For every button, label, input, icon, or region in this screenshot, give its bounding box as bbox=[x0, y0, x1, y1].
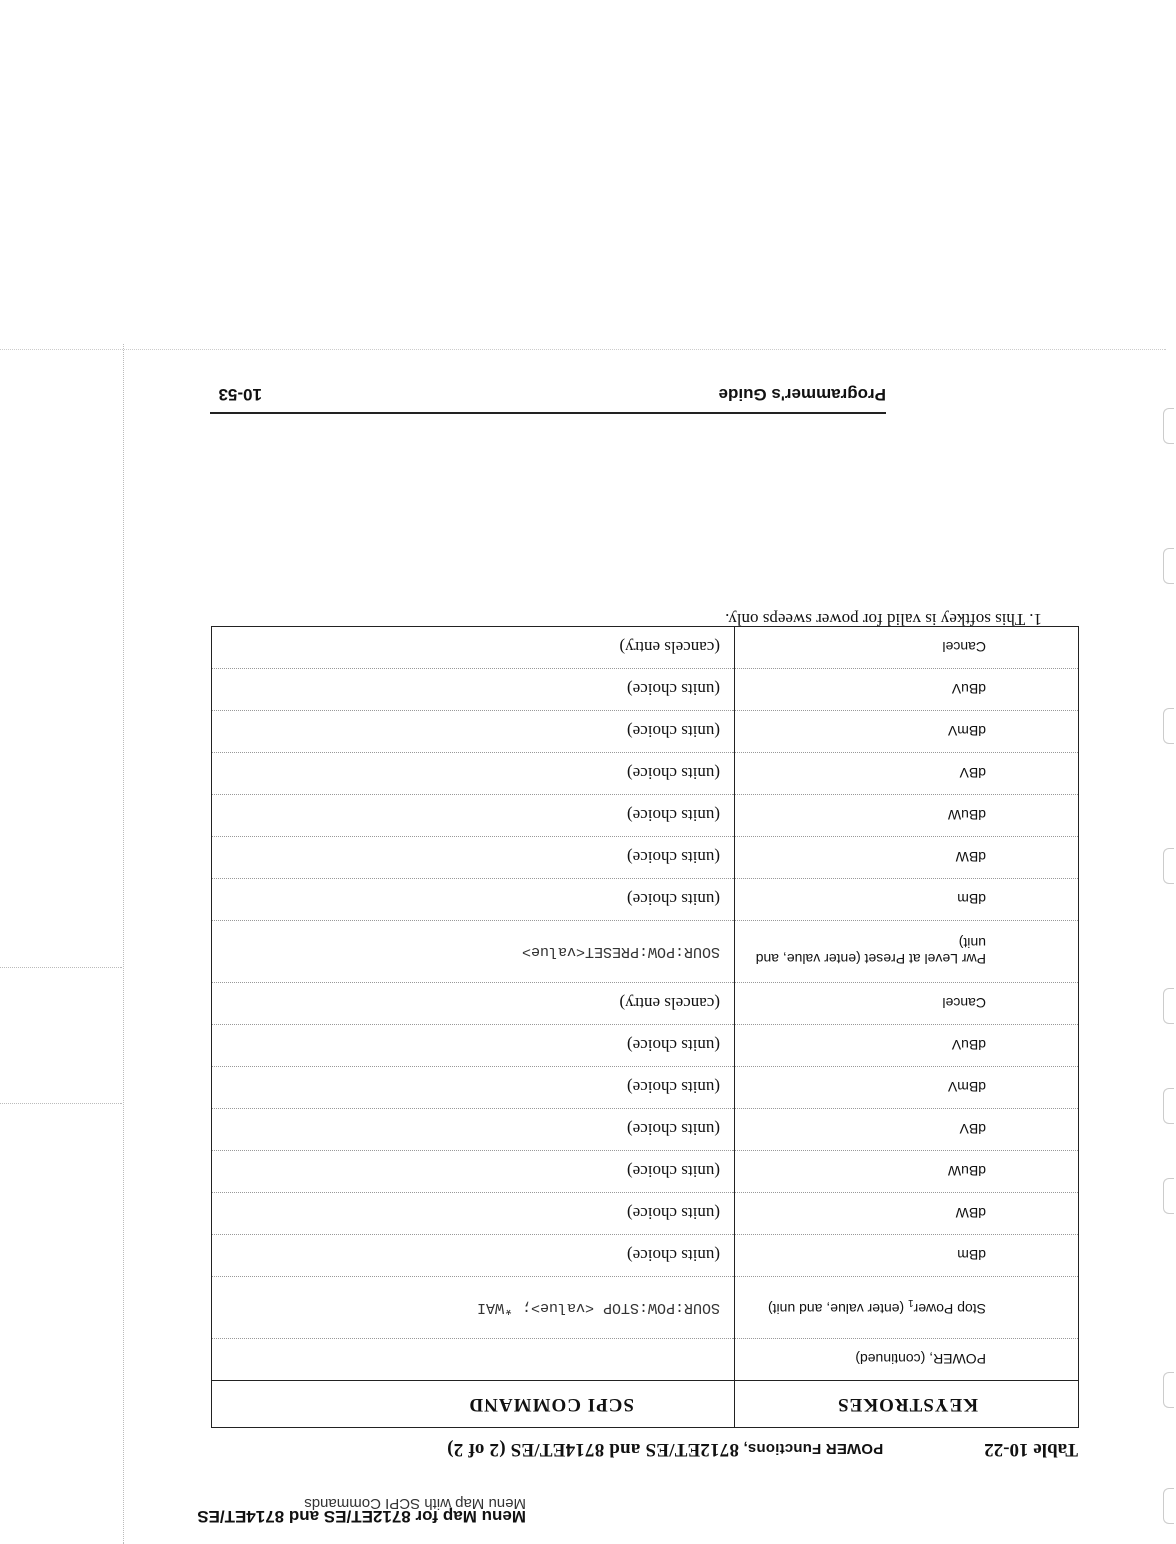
table-row bbox=[212, 753, 1079, 795]
running-head-subtitle: Menu Map with SCPI Commands bbox=[304, 1495, 526, 1512]
keystroke-cell: dBuV bbox=[735, 669, 1079, 711]
table-row bbox=[212, 921, 1079, 983]
keystroke-cell: Cancel bbox=[735, 627, 1079, 669]
keystroke-cell: dBm bbox=[735, 1235, 1079, 1277]
scpi-cell: (units choice) bbox=[212, 1193, 735, 1235]
table-row bbox=[212, 1109, 1079, 1151]
table-row bbox=[212, 879, 1079, 921]
keystroke-cell: POWER, (continued) bbox=[735, 1339, 1079, 1381]
binder-hole bbox=[1163, 1372, 1174, 1408]
scpi-cell: (units choice) bbox=[212, 711, 735, 753]
scpi-cell: SOUR:POW:STOP <value>; *WAI bbox=[212, 1277, 735, 1339]
scpi-cell: (units choice) bbox=[212, 753, 735, 795]
keystroke-cell: dBuW bbox=[735, 1151, 1079, 1193]
table-description bbox=[447, 1439, 884, 1460]
scpi-cell: (cancels entry) bbox=[212, 983, 735, 1025]
power-functions-table bbox=[211, 626, 1079, 1428]
keystroke-cell: dBuV bbox=[735, 1025, 1079, 1067]
running-head bbox=[46, 1495, 526, 1526]
table-row bbox=[212, 1277, 1079, 1339]
header-keystrokes: KEYSTROKES bbox=[735, 1381, 1079, 1428]
binder-hole bbox=[1163, 408, 1174, 444]
keystroke-cell: dBW bbox=[735, 1193, 1079, 1235]
keystroke-cell: dBmV bbox=[735, 1067, 1079, 1109]
scpi-cell: (units choice) bbox=[212, 669, 735, 711]
keystroke-cell: dBV bbox=[735, 753, 1079, 795]
table-row bbox=[212, 1151, 1079, 1193]
scpi-cell: (units choice) bbox=[212, 1025, 735, 1067]
scan-edge-line bbox=[0, 349, 1166, 350]
scpi-cell: (units choice) bbox=[212, 1067, 735, 1109]
header-scpi-command: SCPI COMMAND bbox=[212, 1381, 735, 1428]
keystroke-cell: Pwr Level at Preset (enter value, and unit) bbox=[735, 921, 1079, 983]
scpi-cell: SOUR:POW:PRESET<value> bbox=[212, 921, 735, 983]
table-row bbox=[212, 669, 1079, 711]
binder-hole bbox=[1163, 988, 1174, 1024]
footer-guide-title: Programmer's Guide bbox=[718, 385, 886, 404]
table-row bbox=[212, 711, 1079, 753]
keystroke-cell bbox=[735, 1277, 1079, 1339]
keystroke-label: Stop Power bbox=[913, 1301, 986, 1318]
table-row bbox=[212, 1193, 1079, 1235]
table-title-models: 8712ET/ES and 8714ET/ES (2 of 2) bbox=[447, 1439, 739, 1460]
keystroke-cell: dBuW bbox=[735, 795, 1079, 837]
scan-artifact bbox=[0, 967, 122, 968]
table-row bbox=[212, 837, 1079, 879]
scpi-cell: (units choice) bbox=[212, 879, 735, 921]
keystroke-cell: dBm bbox=[735, 879, 1079, 921]
binder-hole bbox=[1163, 1488, 1174, 1524]
keystroke-label-rest: (enter value, and unit) bbox=[767, 1301, 909, 1318]
table-row bbox=[212, 1067, 1079, 1109]
table-title-prefix: POWER Functions, bbox=[743, 1440, 884, 1457]
scan-edge-line bbox=[123, 344, 124, 1544]
keystroke-cell: dBV bbox=[735, 1109, 1079, 1151]
table-row bbox=[212, 1025, 1079, 1067]
table-title bbox=[198, 1438, 1078, 1460]
binder-hole bbox=[1163, 848, 1174, 884]
table-row bbox=[212, 795, 1079, 837]
scpi-cell: (cancels entry) bbox=[212, 627, 735, 669]
scpi-cell: (units choice) bbox=[212, 1151, 735, 1193]
binder-hole bbox=[1163, 548, 1174, 584]
scan-artifact bbox=[0, 1103, 122, 1104]
keystroke-cell: dBmV bbox=[735, 711, 1079, 753]
binder-hole bbox=[1163, 708, 1174, 744]
scpi-cell bbox=[212, 1339, 735, 1381]
table-number: Table 10-22 bbox=[984, 1439, 1078, 1460]
binder-hole bbox=[1163, 1088, 1174, 1124]
keystroke-cell: Cancel bbox=[735, 983, 1079, 1025]
table-row bbox=[212, 1339, 1079, 1381]
scpi-cell: (units choice) bbox=[212, 1109, 735, 1151]
footnote: 1. This softkey is valid for power sweeps only. bbox=[725, 610, 1042, 629]
table-row bbox=[212, 983, 1079, 1025]
running-head-title: Menu Map for 8712ET/ES and 8714ET/ES bbox=[197, 1507, 526, 1526]
footer-page-number: 10-53 bbox=[218, 385, 262, 404]
footer-rule bbox=[210, 412, 886, 414]
scpi-cell: (units choice) bbox=[212, 1235, 735, 1277]
keystroke-cell: dBW bbox=[735, 837, 1079, 879]
scpi-cell: (units choice) bbox=[212, 837, 735, 879]
binder-hole bbox=[1163, 1178, 1174, 1214]
table-row bbox=[212, 1235, 1079, 1277]
footnote-marker: 1 bbox=[908, 1297, 914, 1309]
scpi-cell: (units choice) bbox=[212, 795, 735, 837]
table-row bbox=[212, 627, 1079, 669]
